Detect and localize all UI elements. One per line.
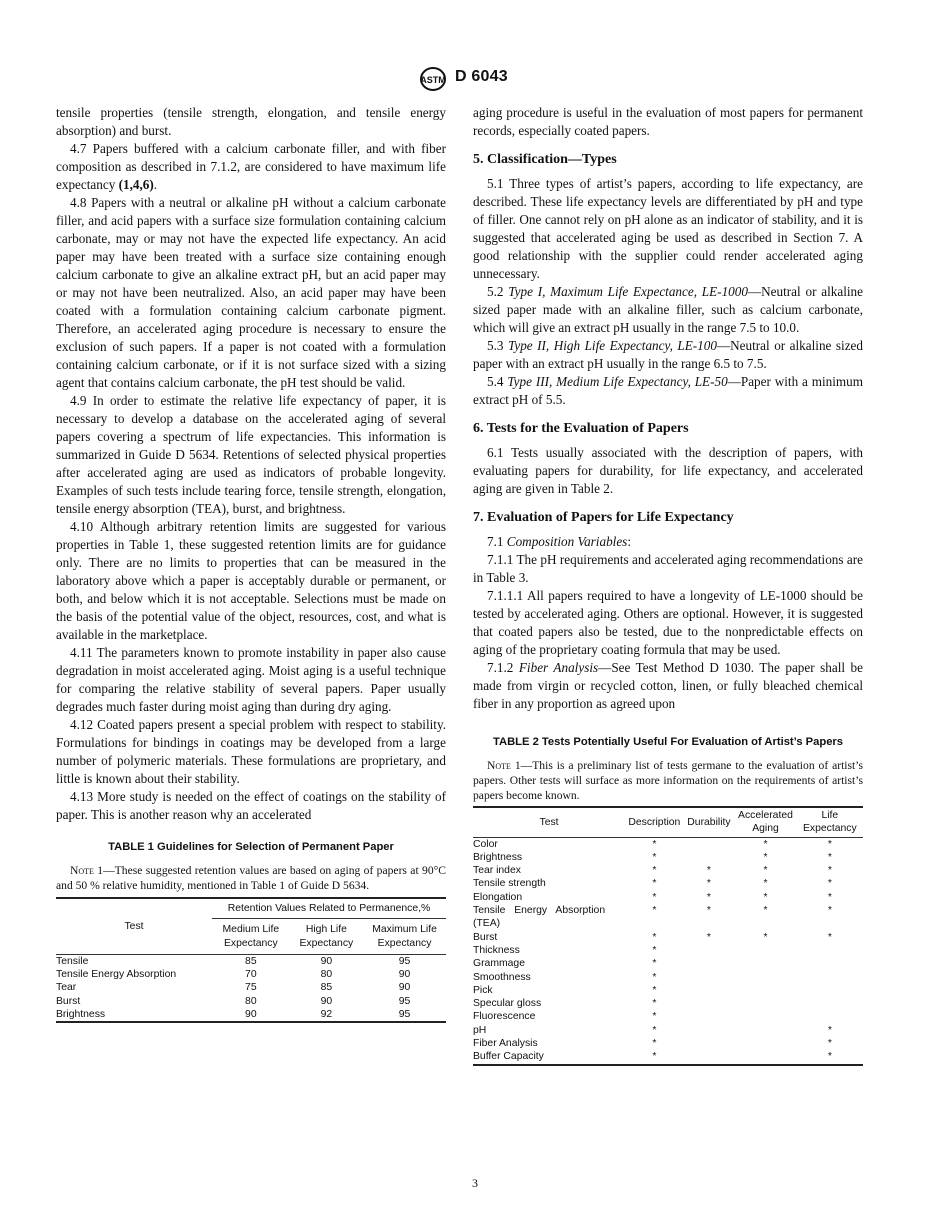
paragraph-4-10: 4.10 Although arbitrary retention limits are suggested for various properties in Table 1, these suggested retention limits are for guidance only. There are no limits to properties that can be measured in the laboratory above which a paper is acceptably durable or permanent, or both, and below which it is not acceptable. Selections must be made on the basis of the potential value of the object, resources, cost, and what is available in the marketplace. — [56, 519, 446, 642]
table-1-note: Note 1—These suggested retention values are based on aging of papers at 90°C and 50 % relative humidity, mentioned in Table 1 of Guide D 5634. — [56, 864, 446, 892]
table-row: Tensile Energy Absorption 70 80 90 — [56, 969, 411, 981]
paragraph-4-13: 4.13 More study is needed on the effect of coatings on the stability of paper. This is another reason why an accelerated — [56, 789, 446, 822]
table-row: pH * * — [473, 1024, 832, 1036]
paragraph-7-1-2: 7.1.2 Fiber Analysis—See Test Method D 1030. The paper shall be made from virgin or recycled cotton, linen, or fully bleached chemical fiber in any proportion as agreed upon — [473, 660, 863, 711]
paragraph-continued: tensile properties (tensile strength, elongation, and tensile energy absorption) and burst. — [56, 105, 446, 138]
table-2-note: Note 1—This is a preliminary list of tests germane to the evaluation of artist’s papers. Other tests will surface as more information on the requirements of artist’s papers become known. — [473, 759, 863, 802]
table-1-grid — [56, 897, 446, 1023]
table-1-title: TABLE 1 Guidelines for Selection of Permanent Paper — [108, 841, 394, 853]
col-header-life-expectancy: Life Expectancy — [802, 810, 857, 835]
table-row: Tear index * * * * — [473, 865, 832, 877]
col-header-group: Retention Values Related to Permanence,% — [212, 898, 446, 919]
paragraph-7-1-1: 7.1.1 The pH requirements and accelerated aging recommendations are in Table 3. — [473, 552, 863, 585]
table-row: Thickness * — [473, 944, 657, 956]
section-heading-6: 6. Tests for the Evaluation of Papers — [473, 421, 689, 436]
table-row: Smoothness * — [473, 971, 657, 983]
table-2-title: TABLE 2 Tests Potentially Useful For Evaluation of Artist’s Papers — [493, 736, 843, 748]
table-row: Fluorescence * — [473, 1011, 657, 1023]
table-row: Color * * * — [473, 838, 832, 850]
col-header-test: Test — [539, 816, 559, 828]
paragraph-4-11: 4.11 The parameters known to promote instability in paper also cause degradation in moist accelerated aging. Moist aging is a useful technique for comparing the relative stability of several papers. Paper usually degrades much faster during moist aging than during dry aging. — [56, 645, 446, 714]
paragraph-6-1: 6.1 Tests usually associated with the description of papers, with evaluating papers for durability, for life expectancy, and accelerated aging are given in Table 2. — [473, 445, 863, 496]
svg-text:ASTM: ASTM — [420, 75, 446, 85]
reference-citation: (1,4,6) — [118, 177, 154, 192]
table-row: Pick * — [473, 984, 657, 996]
paragraph-4-7: 4.7 Papers buffered with a calcium carbonate filler, and with fiber composition as described in 7.1.2, are considered to have maximum life expectancy (1,4,6). — [56, 141, 446, 192]
section-heading-5: 5. Classification—Types — [473, 152, 617, 167]
paragraph-7-1: 7.1 Composition Variables: — [487, 534, 631, 549]
col-header-high: High Life Expectancy — [299, 924, 354, 949]
page-number: 3 — [472, 1176, 478, 1190]
table-row: Tear 75 85 90 — [56, 982, 411, 994]
paragraph-continued: aging procedure is useful in the evaluation of most papers for permanent records, especially coated papers. — [473, 105, 863, 138]
table-row: Elongation * * * * — [473, 891, 832, 903]
col-header-max: Maximum Life Expectancy — [372, 924, 437, 949]
left-column — [56, 104, 446, 1023]
astm-logo-icon — [413, 66, 453, 92]
table-2 — [473, 735, 863, 1066]
table-row: Brightness 90 92 95 — [56, 1008, 446, 1022]
col-header-accelerated-aging: Accelerated Aging — [738, 810, 793, 835]
table-row: Tensile strength * * * * — [473, 878, 832, 890]
table-row: Burst 80 90 95 — [56, 995, 411, 1007]
table-1 — [56, 840, 446, 1023]
page-header — [0, 64, 950, 94]
table-row: Tensile 85 90 95 — [56, 955, 411, 967]
standard-designation: D 6043 — [455, 68, 508, 85]
table-row: Buffer Capacity * * — [473, 1050, 863, 1064]
paragraph-5-3: 5.3 Type II, High Life Expectancy, LE-100—Neutral or alkaline sized paper with an extract pH usually in the range 6.5 to 7.5. — [473, 338, 863, 371]
table-row: Tensile Energy Absorption (TEA) * * * * — [473, 905, 832, 930]
table-row: Brightness * * * — [473, 851, 832, 863]
section-heading-7: 7. Evaluation of Papers for Life Expectancy — [473, 510, 734, 525]
paragraph-4-9: 4.9 In order to estimate the relative life expectancy of paper, it is necessary to develop a database on the accelerated aging of several papers covering a spectrum of life expectancies. This information is summarized in Guide D 5634. Retentions of selected physical properties after accelerated aging are used as indicators of probable longevity. Examples of such tests include tearing force, tensile strength, elongation, tensile energy absorption (TEA), burst, and brightness. — [56, 393, 446, 516]
col-header-durability: Durability — [687, 816, 731, 828]
paragraph-4-12: 4.12 Coated papers present a special problem with respect to stability. Formulations for bindings in coatings may be developed from a large number of polymeric materials. These formulations are proprietary, and little is known about their stability. — [56, 717, 446, 786]
table-row: Grammage * — [473, 958, 657, 970]
col-header-test: Test — [56, 898, 212, 954]
table-row: Burst * * * * — [473, 931, 832, 943]
col-header-medium: Medium Life Expectancy — [222, 924, 280, 949]
table-2-grid — [473, 806, 863, 1066]
table-row: Fiber Analysis * * — [473, 1038, 832, 1050]
paragraph-5-1: 5.1 Three types of artist’s papers, according to life expectancy, are described. These life expectancy levels are differentiated by pH and type of filler. One cannot rely on pH alone as an indicator of stability, and it is suggested that accelerated aging be used as described in Section 7. A good relationship with the supplier could render accelerated aging unnecessary. — [473, 176, 863, 281]
paragraph-7-1-1-1: 7.1.1.1 All papers required to have a longevity of LE-1000 should be tested by accelerated aging. Others are optional. However, it is suggested that coated papers also be tested, due to the nonpredictable effects on aging of the proprietary coating formula that may be used. — [473, 588, 863, 657]
table-row: Specular gloss * — [473, 998, 657, 1010]
paragraph-5-4: 5.4 Type III, Medium Life Expectancy, LE-50—Paper with a minimum extract pH of 5.5. — [473, 374, 863, 407]
paragraph-4-8: 4.8 Papers with a neutral or alkaline pH without a calcium carbonate filler, and acid papers with a surface size formulation containing calcium carbonate, may or may not have the expected life expectancy. An acid paper may have been treated with a surface size containing enough calcium carbonate to give an alkaline extract pH, but an acid paper may or may not have been neutralized. Also, an acid paper may have been coated with a formulation containing calcium carbonate pigment. Therefore, an accelerated aging procedure is necessary to ensure the exclusion of such papers. If a paper is not coated with a formulation containing calcium carbonate, or if it is not surface sized with a sizing agent that contains calcium carbonate, the pH test should be valid. — [56, 195, 446, 390]
paragraph-5-2: 5.2 Type I, Maximum Life Expectance, LE-1000—Neutral or alkaline sized paper made with an alkaline filler, such as calcium carbonate, which will give an extract pH usually in the range 7.5 to 10.0. — [473, 284, 863, 335]
right-column — [473, 104, 863, 1066]
col-header-description: Description — [628, 816, 681, 828]
